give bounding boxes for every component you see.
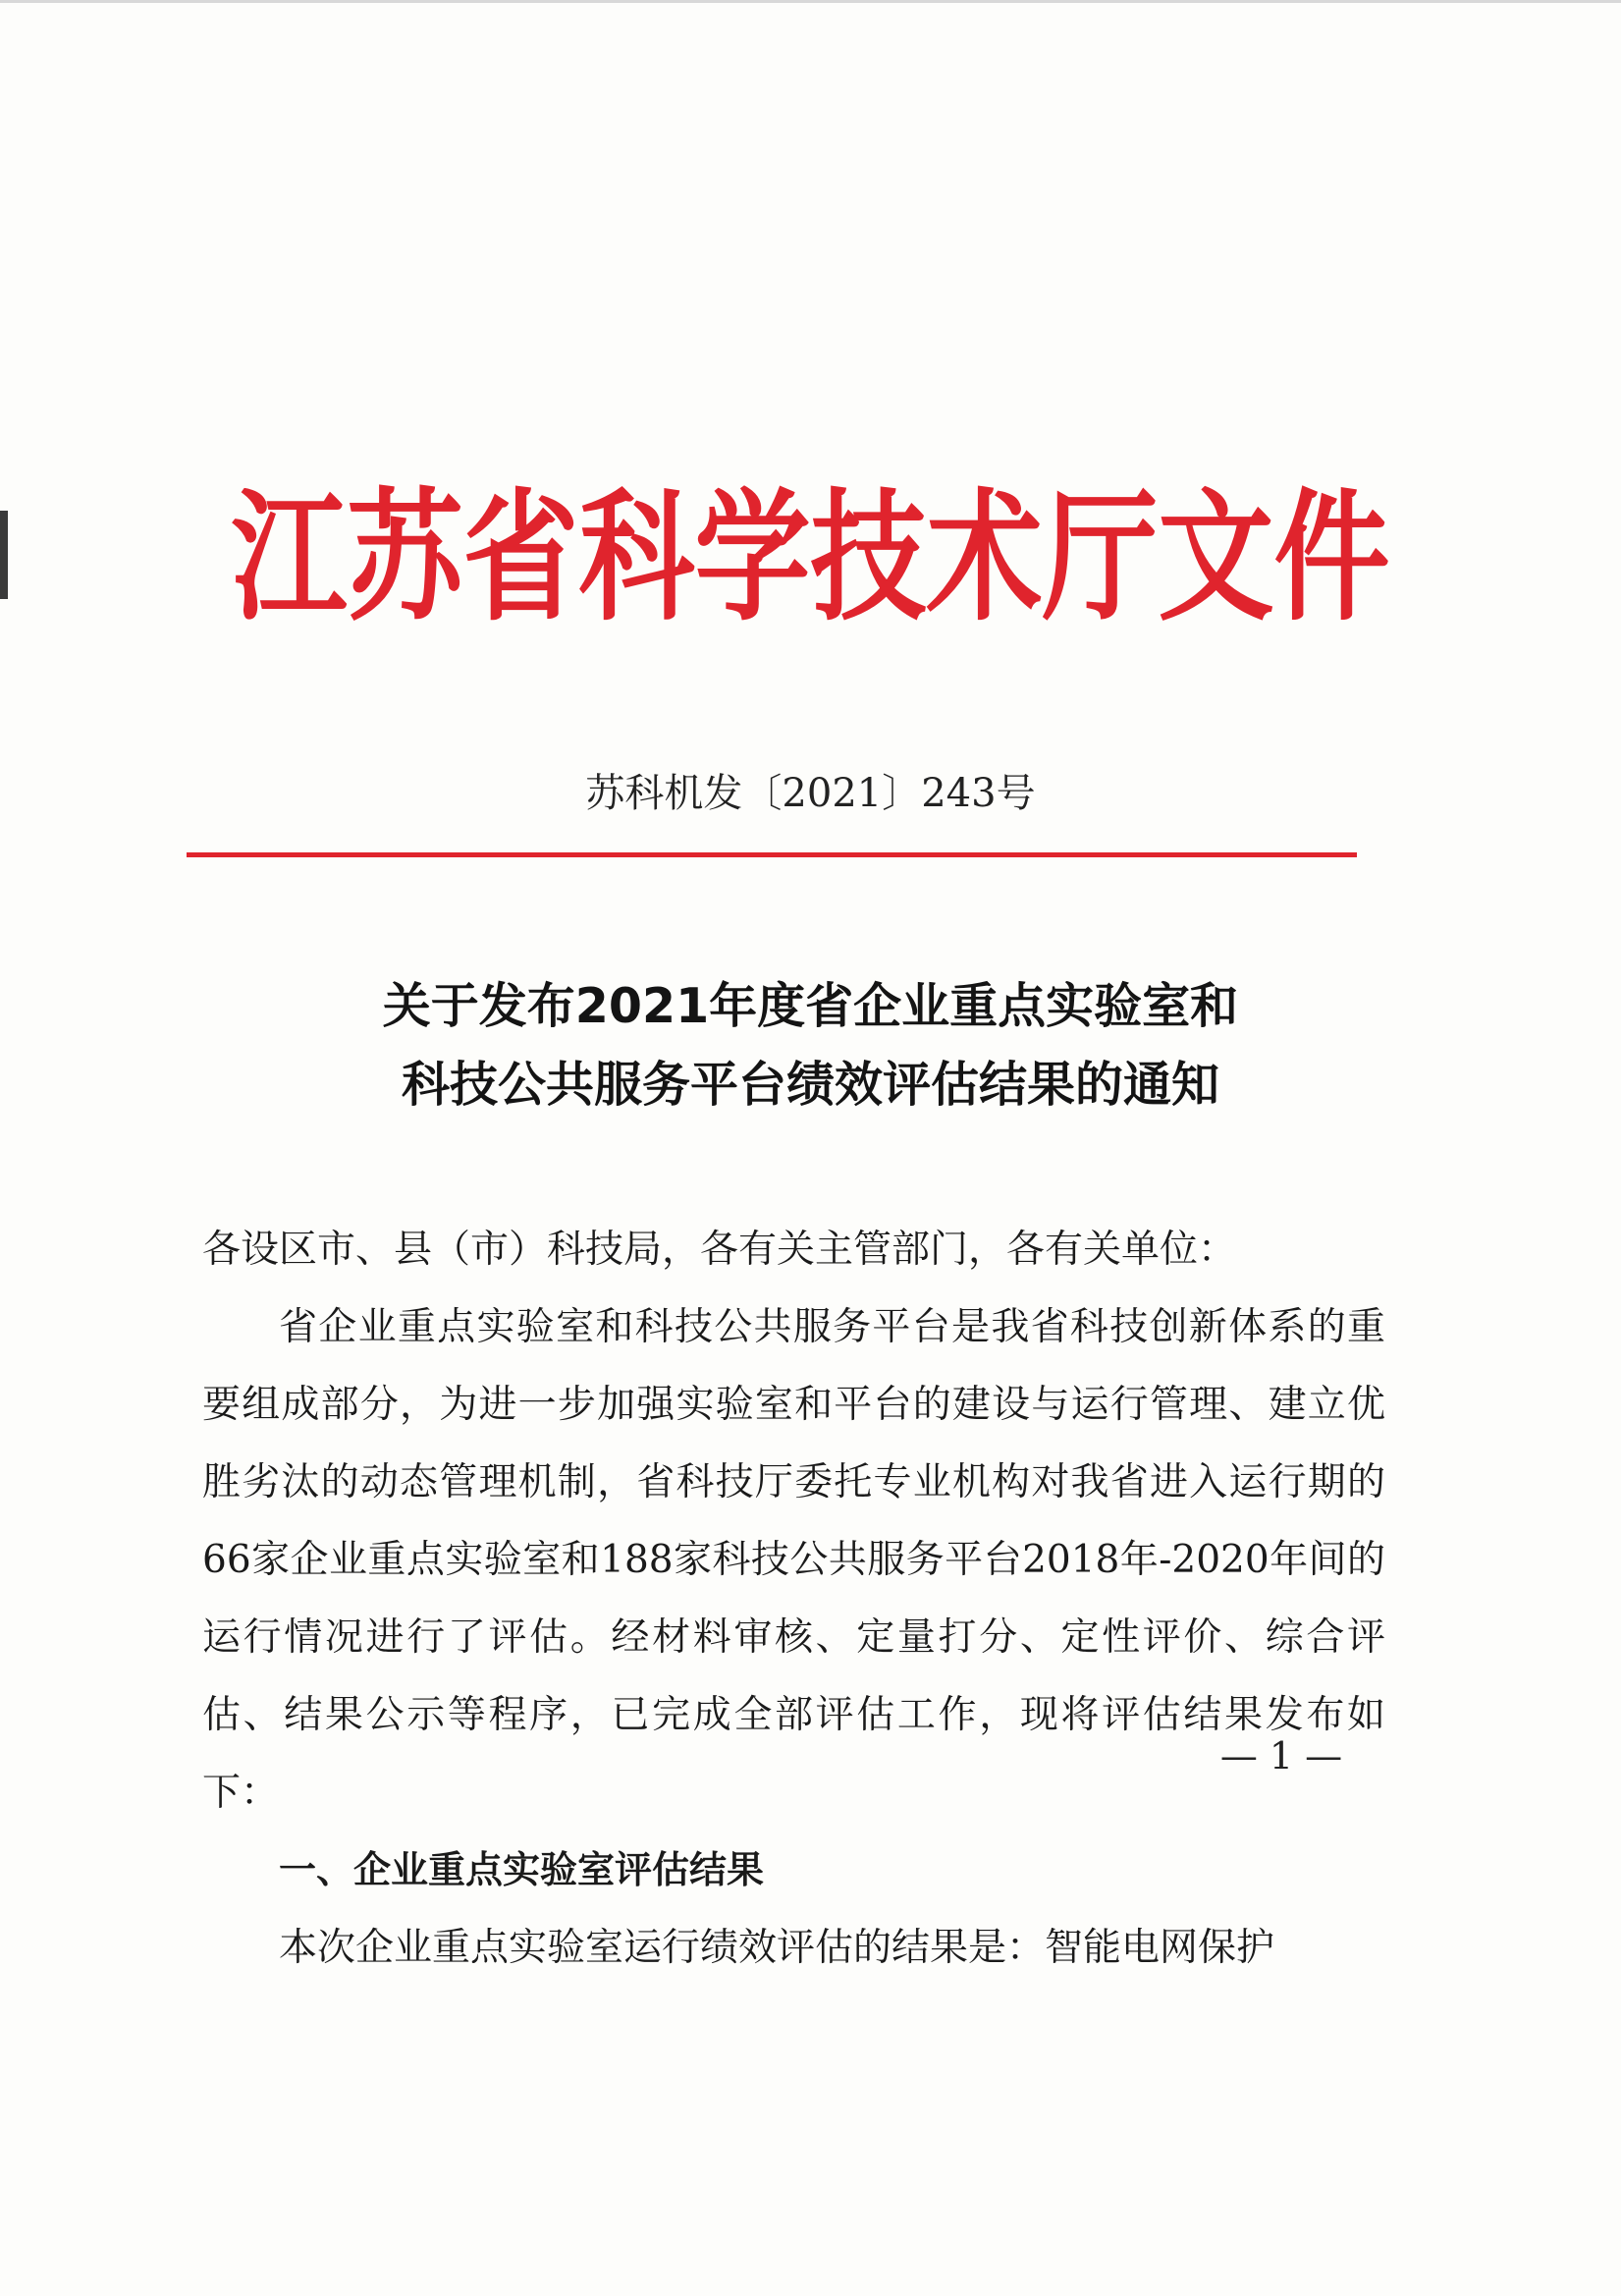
scan-top-edge xyxy=(0,0,1621,3)
title-line-1: 关于发布2021年度省企业重点实验室和 xyxy=(382,978,1239,1034)
paragraph-2: 本次企业重点实验室运行绩效评估的结果是：智能电网保护 xyxy=(279,1926,1275,1970)
page-number: — 1 — xyxy=(1219,1734,1343,1777)
document-body xyxy=(202,1211,1385,1987)
document-number: 苏科机发〔2021〕243号 xyxy=(585,771,1036,816)
title-line-2: 科技公共服务平台绩效评估结果的通知 xyxy=(401,1057,1219,1113)
document-title xyxy=(0,967,1621,1124)
section-1-heading: 一、企业重点实验室评估结果 xyxy=(279,1848,765,1891)
salutation: 各设区市、县（市）科技局，各有关主管部门，各有关单位： xyxy=(202,1228,1237,1272)
red-separator-line xyxy=(187,852,1357,857)
paragraph-1: 省企业重点实验室和科技公共服务平台是我省科技创新体系的重要组成部分，为进一步加强实验室和平台的建设与运行管理、建立优胜劣汰的动态管理机制，省科技厅委托专业机构对我省进入运行期的66家企业重点实验室和188家科技公共服务平台2018年-2020年间的运行情况进行了评估。经材料审核、定量打分、定性评价、综合评估、结果公示等程序，已完成全部评估工作，现将评估结果发布如下： xyxy=(202,1305,1385,1815)
issuer-heading: 江苏省科学技术厅文件 xyxy=(231,474,1390,640)
